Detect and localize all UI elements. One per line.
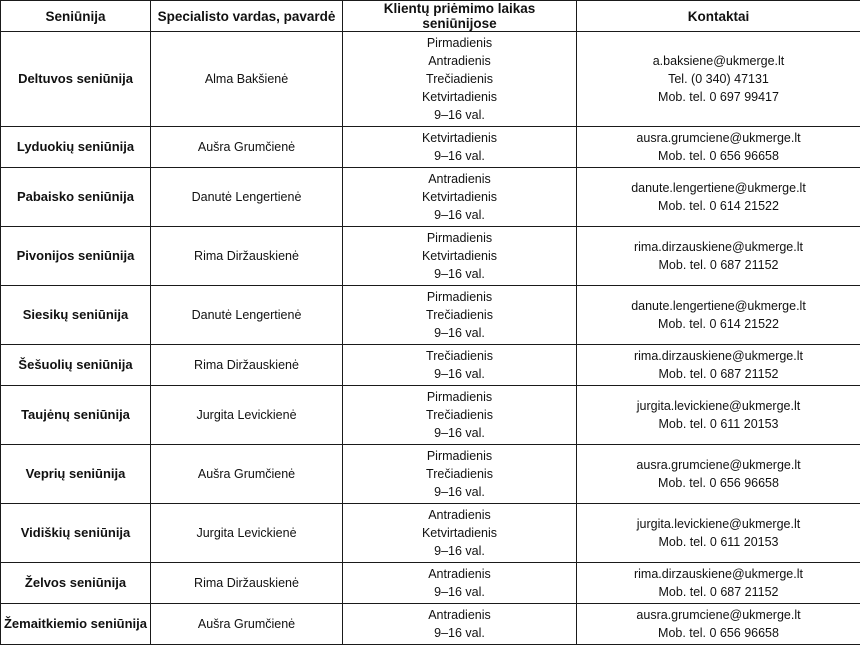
header-seniunija: Seniūnija: [1, 1, 151, 32]
header-row: [1, 1, 860, 32]
contacts-cell: [577, 604, 860, 645]
reception-time-line: Pirmadienis: [345, 388, 574, 406]
reception-time-line: Ketvirtadienis: [345, 247, 574, 265]
phone-text: Mob. tel. 0 656 96658: [579, 624, 858, 642]
seniunija-cell: Siesikų seniūnija: [1, 286, 151, 345]
email-text: a.baksiene@ukmerge.lt: [579, 52, 858, 70]
specialist-cell: Jurgita Levickienė: [151, 386, 343, 445]
email-text: danute.lengertiene@ukmerge.lt: [579, 179, 858, 197]
contacts-cell: [577, 286, 860, 345]
reception-time-line: 9–16 val.: [345, 324, 574, 342]
reception-time-cell: [343, 286, 577, 345]
contacts-cell: [577, 563, 860, 604]
seniunija-cell: Vidiškių seniūnija: [1, 504, 151, 563]
specialist-cell: Aušra Grumčienė: [151, 445, 343, 504]
reception-time-line: Ketvirtadienis: [345, 188, 574, 206]
specialist-cell: Rima Diržauskienė: [151, 227, 343, 286]
table-row: [1, 32, 860, 127]
reception-time-line: 9–16 val.: [345, 147, 574, 165]
phone-text: Mob. tel. 0 697 99417: [579, 88, 858, 106]
email-text: ausra.grumciene@ukmerge.lt: [579, 606, 858, 624]
reception-time-line: Ketvirtadienis: [345, 129, 574, 147]
reception-time-line: Antradienis: [345, 506, 574, 524]
reception-time-line: 9–16 val.: [345, 483, 574, 501]
specialist-cell: Rima Diržauskienė: [151, 563, 343, 604]
reception-time-cell: [343, 168, 577, 227]
reception-time-line: Antradienis: [345, 52, 574, 70]
email-text: ausra.grumciene@ukmerge.lt: [579, 456, 858, 474]
email-text: danute.lengertiene@ukmerge.lt: [579, 297, 858, 315]
contacts-cell: [577, 127, 860, 168]
table-row: [1, 127, 860, 168]
phone-text: Mob. tel. 0 687 21152: [579, 365, 858, 383]
contacts-cell: [577, 504, 860, 563]
reception-time-line: Trečiadienis: [345, 306, 574, 324]
reception-time-line: Ketvirtadienis: [345, 524, 574, 542]
phone-text: Mob. tel. 0 611 20153: [579, 415, 858, 433]
reception-time-line: Pirmadienis: [345, 34, 574, 52]
contacts-cell: [577, 227, 860, 286]
reception-time-cell: [343, 227, 577, 286]
reception-time-line: Trečiadienis: [345, 70, 574, 88]
specialist-cell: Aušra Grumčienė: [151, 127, 343, 168]
contacts-cell: [577, 168, 860, 227]
reception-time-cell: [343, 32, 577, 127]
specialist-cell: Danutė Lengertienė: [151, 286, 343, 345]
table-row: [1, 386, 860, 445]
phone-text: Mob. tel. 0 687 21152: [579, 583, 858, 601]
table-body: [1, 32, 860, 645]
reception-time-line: Antradienis: [345, 565, 574, 583]
reception-time-cell: [343, 127, 577, 168]
phone-text: Mob. tel. 0 614 21522: [579, 197, 858, 215]
seniunija-cell: Pivonijos seniūnija: [1, 227, 151, 286]
reception-time-line: Trečiadienis: [345, 465, 574, 483]
contacts-cell: [577, 445, 860, 504]
seniunija-cell: Veprių seniūnija: [1, 445, 151, 504]
specialist-cell: Jurgita Levickienė: [151, 504, 343, 563]
seniunija-cell: Taujėnų seniūnija: [1, 386, 151, 445]
table-row: [1, 227, 860, 286]
table-row: [1, 563, 860, 604]
email-text: jurgita.levickiene@ukmerge.lt: [579, 397, 858, 415]
reception-time-line: Trečiadienis: [345, 406, 574, 424]
phone-text: Mob. tel. 0 656 96658: [579, 147, 858, 165]
email-text: jurgita.levickiene@ukmerge.lt: [579, 515, 858, 533]
table-row: [1, 286, 860, 345]
reception-time-cell: [343, 445, 577, 504]
reception-time-cell: [343, 386, 577, 445]
contacts-cell: [577, 345, 860, 386]
table-row: [1, 504, 860, 563]
reception-time-line: Pirmadienis: [345, 229, 574, 247]
reception-time-line: 9–16 val.: [345, 106, 574, 124]
table-row: [1, 345, 860, 386]
table-row: [1, 168, 860, 227]
seniunija-cell: Želvos seniūnija: [1, 563, 151, 604]
specialist-cell: Aušra Grumčienė: [151, 604, 343, 645]
email-text: rima.dirzauskiene@ukmerge.lt: [579, 238, 858, 256]
seniunija-cell: Pabaisko seniūnija: [1, 168, 151, 227]
seniunija-cell: Deltuvos seniūnija: [1, 32, 151, 127]
reception-time-cell: [343, 563, 577, 604]
header-laikas: Klientų priėmimo laikas seniūnijose: [343, 1, 577, 32]
header-specialistas: Specialisto vardas, pavardė: [151, 1, 343, 32]
seniunija-cell: Šešuolių seniūnija: [1, 345, 151, 386]
table-row: [1, 604, 860, 645]
phone-text: Mob. tel. 0 611 20153: [579, 533, 858, 551]
email-text: ausra.grumciene@ukmerge.lt: [579, 129, 858, 147]
reception-time-line: Antradienis: [345, 606, 574, 624]
specialist-cell: Danutė Lengertienė: [151, 168, 343, 227]
reception-time-line: Ketvirtadienis: [345, 88, 574, 106]
contacts-cell: [577, 386, 860, 445]
reception-time-line: 9–16 val.: [345, 542, 574, 560]
reception-time-line: 9–16 val.: [345, 624, 574, 642]
reception-time-line: 9–16 val.: [345, 206, 574, 224]
seniunija-cell: Lyduokių seniūnija: [1, 127, 151, 168]
reception-time-line: 9–16 val.: [345, 583, 574, 601]
reception-time-cell: [343, 504, 577, 563]
reception-time-line: Trečiadienis: [345, 347, 574, 365]
contacts-cell: [577, 32, 860, 127]
phone-text: Mob. tel. 0 656 96658: [579, 474, 858, 492]
reception-time-line: Antradienis: [345, 170, 574, 188]
reception-time-line: 9–16 val.: [345, 365, 574, 383]
phone-text: Tel. (0 340) 47131: [579, 70, 858, 88]
specialist-cell: Rima Diržauskienė: [151, 345, 343, 386]
phone-text: Mob. tel. 0 614 21522: [579, 315, 858, 333]
reception-time-line: Pirmadienis: [345, 447, 574, 465]
specialist-cell: Alma Bakšienė: [151, 32, 343, 127]
seniunija-cell: Žemaitkiemio seniūnija: [1, 604, 151, 645]
phone-text: Mob. tel. 0 687 21152: [579, 256, 858, 274]
email-text: rima.dirzauskiene@ukmerge.lt: [579, 347, 858, 365]
header-kontaktai: Kontaktai: [577, 1, 860, 32]
reception-time-line: Pirmadienis: [345, 288, 574, 306]
reception-time-cell: [343, 345, 577, 386]
reception-time-line: 9–16 val.: [345, 424, 574, 442]
email-text: rima.dirzauskiene@ukmerge.lt: [579, 565, 858, 583]
reception-time-line: 9–16 val.: [345, 265, 574, 283]
table-row: [1, 445, 860, 504]
reception-time-cell: [343, 604, 577, 645]
